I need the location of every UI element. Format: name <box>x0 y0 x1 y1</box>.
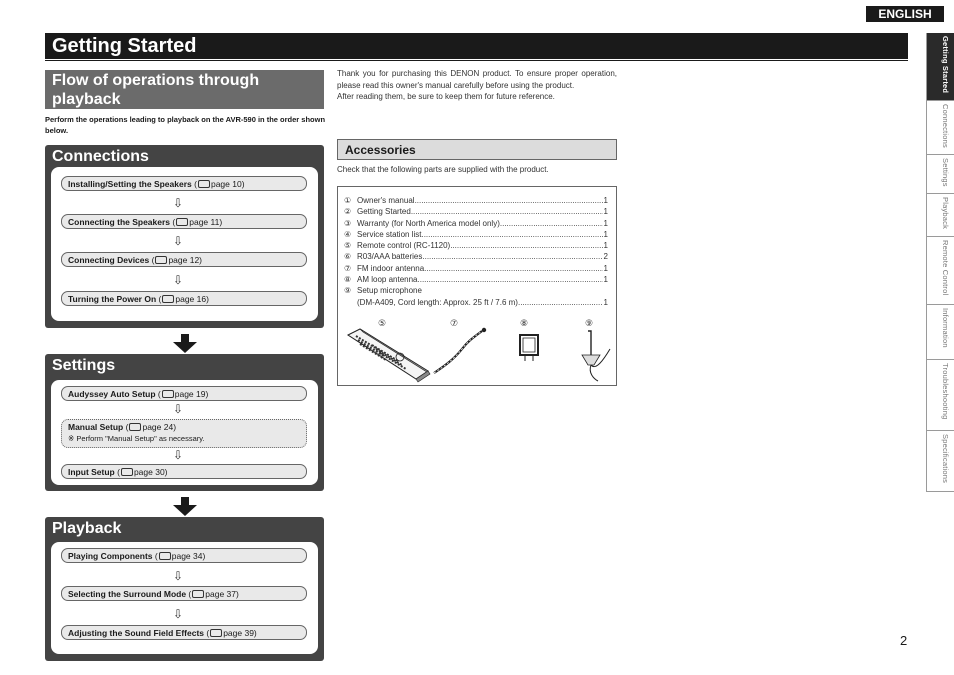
panel-title: Connections <box>52 148 149 165</box>
accessories-heading: Accessories <box>337 139 617 160</box>
figure-label: ⑨ <box>585 318 594 328</box>
setup-microphone-icon <box>582 331 610 381</box>
step-label: Adjusting the Sound Field Effects <box>68 628 204 638</box>
down-arrow-icon: ⇩ <box>173 402 184 416</box>
item-qty: 1 <box>603 218 608 228</box>
accessories-intro: Check that the following parts are supplied with the product. <box>337 165 549 174</box>
accessories-illustration <box>342 325 616 383</box>
step-label: Selecting the Surround Mode <box>68 589 187 599</box>
list-item <box>344 195 608 206</box>
figure-label: ⑧ <box>520 318 529 328</box>
fm-antenna-icon <box>434 328 486 373</box>
tab-settings[interactable] <box>926 155 954 194</box>
step-label: Connecting the Speakers <box>68 217 171 227</box>
figure-label: ⑦ <box>450 318 459 328</box>
step-installing-speakers[interactable]: Installing/Setting the Speakers ( page 10) <box>61 176 307 191</box>
step-ref: page 12) <box>168 255 203 265</box>
item-qty: 1 <box>603 229 608 239</box>
item-qty: 1 <box>603 297 608 307</box>
page-ref-icon <box>192 590 204 598</box>
page-ref-icon <box>159 552 171 560</box>
step-label: Turning the Power On <box>68 294 157 304</box>
tab-label: Remote Control <box>941 240 950 296</box>
step-connecting-devices[interactable]: Connecting Devices ( page 12) <box>61 252 307 267</box>
step-ref: page 30) <box>133 467 168 477</box>
tab-remote-control[interactable] <box>926 237 954 305</box>
page-ref-icon <box>162 295 174 303</box>
step-ref: page 24) <box>142 422 177 432</box>
title-rule <box>45 60 908 61</box>
tab-label: Specifications <box>941 434 950 484</box>
intro-paragraph: After reading them, be sure to keep them for future reference. <box>337 92 555 101</box>
panel-inner <box>51 380 318 485</box>
page-ref-icon <box>210 629 222 637</box>
step-ref: page 16) <box>175 294 209 304</box>
item-qty: 1 <box>603 275 608 285</box>
tab-label: Getting Started <box>941 36 950 94</box>
connections-panel <box>45 145 324 328</box>
panel-title: Settings <box>52 357 116 374</box>
item-number: ② <box>344 207 352 217</box>
item-label: Remote control (RC-1120) <box>357 241 451 251</box>
side-tab-strip <box>926 33 954 492</box>
item-number: ⑤ <box>344 241 352 251</box>
step-audyssey-auto-setup[interactable]: Audyssey Auto Setup ( page 19) <box>61 386 307 401</box>
item-label: Setup microphone <box>357 286 422 296</box>
step-ref: page 37) <box>205 589 239 599</box>
am-loop-antenna-icon <box>520 335 538 361</box>
item-number: ⑧ <box>344 275 352 285</box>
item-label: Warranty (for North America model only) <box>357 218 500 228</box>
step-label: Installing/Setting the Speakers <box>68 179 192 189</box>
down-arrow-icon: ⇩ <box>173 273 184 287</box>
item-number: ① <box>344 196 352 205</box>
tab-label: Connections <box>941 104 950 148</box>
item-qty: 1 <box>603 207 608 217</box>
item-label: Owner's manual <box>357 196 415 205</box>
page-ref-icon <box>162 390 174 398</box>
list-item <box>344 218 608 229</box>
list-item <box>344 251 608 262</box>
list-item <box>344 240 608 251</box>
page-title: Getting Started <box>45 33 908 59</box>
tab-connections[interactable] <box>926 101 954 155</box>
step-ref: page 19) <box>174 389 209 399</box>
step-label: Manual Setup <box>68 422 124 432</box>
item-number: ④ <box>344 229 352 239</box>
step-ref: page 39) <box>223 628 257 638</box>
flow-heading: Flow of operations through playback <box>45 70 324 109</box>
page-ref-icon <box>176 218 188 226</box>
list-item <box>344 229 608 240</box>
intro-paragraph: Thank you for purchasing this DENON product. To ensure proper operation, please read this owner's manual carefully before using the product. <box>337 69 617 90</box>
page-ref-icon <box>155 256 167 264</box>
step-label: Input Setup <box>68 467 115 477</box>
tab-label: Troubleshooting <box>941 363 950 420</box>
item-label: R03/AAA batteries <box>357 252 423 262</box>
step-adjusting-sound-field[interactable]: Adjusting the Sound Field Effects ( page 39) <box>61 625 307 640</box>
page-ref-icon <box>129 423 141 431</box>
page-ref-icon <box>198 180 210 188</box>
step-input-setup[interactable]: Input Setup ( page 30) <box>61 464 307 479</box>
settings-panel <box>45 354 324 491</box>
item-number: ⑨ <box>344 286 352 296</box>
step-ref: page 10) <box>210 179 245 189</box>
flow-arrow-icon <box>173 342 197 353</box>
list-item <box>344 285 608 296</box>
step-ref: page 11) <box>189 217 223 227</box>
page-ref-icon <box>121 468 133 476</box>
tab-label: Information <box>941 308 950 348</box>
tab-label: Playback <box>941 197 950 230</box>
tab-getting-started[interactable] <box>926 33 954 101</box>
down-arrow-icon: ⇩ <box>173 196 184 210</box>
step-ref: page 34) <box>171 551 206 561</box>
playback-panel <box>45 517 324 661</box>
list-item <box>344 274 608 285</box>
panel-inner <box>51 542 318 654</box>
item-label: Getting Started <box>357 207 411 217</box>
list-item <box>344 263 608 274</box>
accessories-list <box>344 195 608 308</box>
list-item <box>344 206 608 217</box>
step-connecting-speakers[interactable]: Connecting the Speakers ( page 11) <box>61 214 307 229</box>
item-qty: 1 <box>603 196 608 205</box>
step-label: Audyssey Auto Setup <box>68 389 156 399</box>
accessories-box <box>337 186 617 386</box>
item-number: ⑦ <box>344 263 352 273</box>
item-number: ③ <box>344 218 352 228</box>
tab-playback[interactable] <box>926 194 954 237</box>
list-item <box>344 297 608 308</box>
panel-inner <box>51 167 318 321</box>
step-selecting-surround-mode[interactable]: Selecting the Surround Mode ( page 37) <box>61 586 307 601</box>
down-arrow-icon: ⇩ <box>173 607 184 621</box>
item-label: AM loop antenna <box>357 275 418 285</box>
tab-troubleshooting[interactable] <box>926 360 954 431</box>
panel-title: Playback <box>52 520 122 537</box>
down-arrow-icon: ⇩ <box>173 448 184 462</box>
figure-label: ⑤ <box>378 318 387 328</box>
page-number: 2 <box>900 633 908 648</box>
item-qty: 1 <box>603 263 608 273</box>
item-label: Service station list <box>357 229 422 239</box>
language-badge: ENGLISH <box>866 6 944 22</box>
flow-arrow-icon <box>173 505 197 516</box>
down-arrow-icon: ⇩ <box>173 234 184 248</box>
step-turning-power-on[interactable]: Turning the Power On ( page 16) <box>61 291 307 306</box>
step-manual-setup[interactable]: Manual Setup ( page 24) ※ Perform "Manual Setup" as necessary. <box>61 419 307 448</box>
step-playing-components[interactable]: Playing Components ( page 34) <box>61 548 307 563</box>
step-label: Playing Components <box>68 551 153 561</box>
remote-control-icon <box>348 329 430 382</box>
item-label: FM indoor antenna <box>357 263 425 273</box>
step-note: ※ Perform "Manual Setup" as necessary. <box>68 434 205 443</box>
down-arrow-icon: ⇩ <box>173 569 184 583</box>
flow-intro: Perform the operations leading to playback on the AVR-590 in the order shown below. <box>45 115 326 135</box>
intro-text <box>337 68 617 103</box>
step-label: Connecting Devices <box>68 255 150 265</box>
tab-specifications[interactable] <box>926 431 954 492</box>
item-number: ⑥ <box>344 252 352 262</box>
tab-label: Settings <box>941 158 950 187</box>
item-qty: 2 <box>603 252 608 262</box>
item-qty: 1 <box>603 241 608 251</box>
item-detail: (DM-A409, Cord length: Approx. 25 ft / 7.6 m) <box>357 297 518 307</box>
tab-information[interactable] <box>926 305 954 360</box>
